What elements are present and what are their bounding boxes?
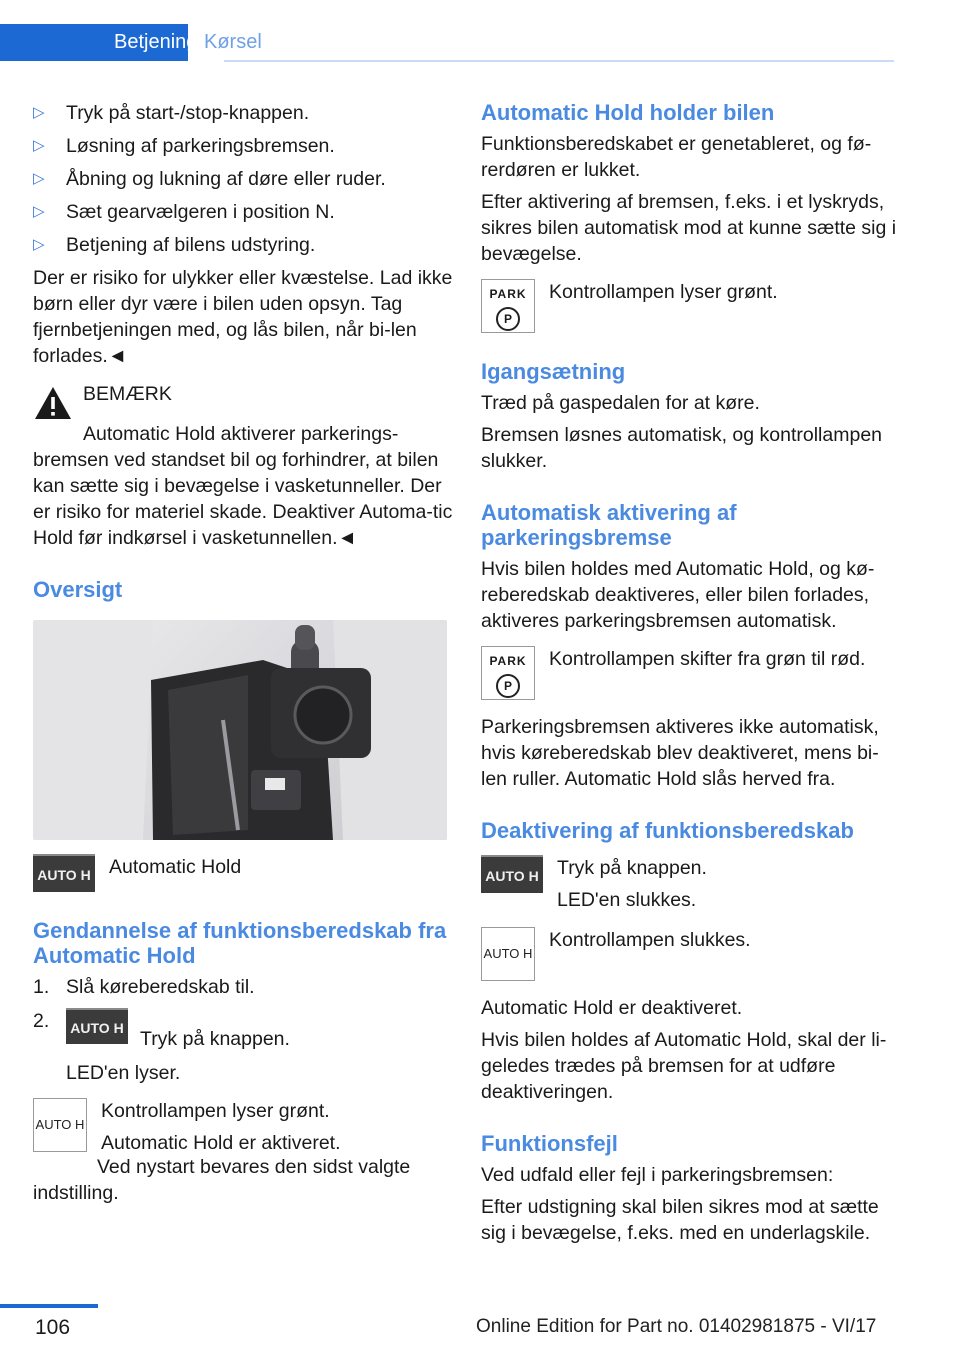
list-item <box>33 100 453 126</box>
list-item-text: Åbning og lukning af døre eller ruder. <box>66 168 386 190</box>
caption-auto-hold: Automatic Hold <box>109 856 242 878</box>
lamp-change-row <box>481 646 901 700</box>
page-number: 106 <box>35 1316 71 1339</box>
lamp-change-text: Kontrollampen skifter fra grøn til rød. <box>549 648 866 670</box>
list-item <box>33 166 453 192</box>
heading-fault: Funktionsfejl <box>481 1131 618 1156</box>
paragraph: Efter aktivering af bremsen, f.eks. i et lyskryds, sikres bilen automatisk mod at kunne sætte sig i bevægelse. <box>481 191 897 265</box>
step-number: 2. <box>33 1010 50 1032</box>
paragraph: Træd på gaspedalen for at køre. <box>481 392 760 414</box>
auto-h-button-icon: AUTO H <box>33 854 95 892</box>
park-label: PARK <box>489 654 527 668</box>
center-console-photo <box>33 620 447 840</box>
heading-holds: Automatic Hold holder bilen <box>481 100 775 125</box>
list-item-text: Betjening af bilens udstyring. <box>66 234 316 256</box>
lamp-green-row <box>481 279 901 333</box>
left-column <box>33 100 453 1212</box>
header-tabs <box>0 24 280 61</box>
heading-overview: Oversigt <box>33 577 123 602</box>
paragraph: Efter udstigning skal bilen sikres mod at sætte sig i bevægelse, f.eks. med en underlagskile. <box>481 1196 879 1244</box>
console-illustration <box>33 620 447 840</box>
lamp-off-row <box>481 927 901 981</box>
footer-accent-line <box>0 1304 98 1308</box>
paragraph: Funktionsberedskabet er genetableret, og fø-rerdøren er lukket. <box>481 133 872 181</box>
list-item <box>33 232 453 258</box>
edition-text: Online Edition for Part no. 01402981875 - VI/17 <box>476 1316 877 1337</box>
auto-h-indicator-icon: AUTO H <box>33 1098 87 1152</box>
lamp-green-text: Kontrollampen lyser grønt. <box>101 1100 330 1122</box>
auto-h-button-icon: AUTO H <box>481 855 543 893</box>
restart-text: Ved nystart bevares den sidst valgte indstilling. <box>33 1156 411 1204</box>
lamp-off-text: Kontrollampen slukkes. <box>549 929 751 951</box>
p-circle: P <box>496 307 520 331</box>
step-text: Tryk på knappen. <box>140 1028 290 1050</box>
list-item-text: Tryk på start-/stop-knappen. <box>66 102 310 124</box>
paragraph: Hvis bilen holdes med Automatic Hold, og kø-reberedskab deaktiveres, eller bilen forlades, aktiveres parkeringsbremsen automatisk. <box>481 558 875 632</box>
p-circle: P <box>496 674 520 698</box>
list-item-text: Løsning af parkeringsbremsen. <box>66 135 335 157</box>
note-block <box>33 381 453 421</box>
led-on-text: LED'en lyser. <box>66 1062 181 1084</box>
paragraph: Parkeringsbremsen aktiveres ikke automatisk, hvis køreberedskab blev deaktiveret, mens bi-len ruller. Automatic Hold slås herved fra. <box>481 716 879 790</box>
bullet-marker-icon: ▷ <box>33 170 45 187</box>
press-text: Tryk på knappen. <box>557 857 707 879</box>
note-title: BEMÆRK <box>83 383 172 405</box>
heading-deactivate: Deaktivering af funktionsberedskab <box>481 818 854 843</box>
warning-icon <box>33 385 73 421</box>
park-label: PARK <box>489 287 527 301</box>
list-item-text: Sæt gearvælgeren i position N. <box>66 201 335 223</box>
tab-betjening[interactable]: Betjening <box>0 24 188 61</box>
tab-korsel[interactable]: Kørsel <box>204 31 262 53</box>
step-text: Slå køreberedskab til. <box>66 976 255 998</box>
heading-restore: Gendannelse af funktionsberedskab fra Automatic Hold <box>33 918 447 968</box>
heading-auto-park: Automatisk aktivering af parkeringsbremse <box>481 500 737 550</box>
paragraph: Automatic Hold er deaktiveret. <box>481 997 743 1019</box>
park-indicator-icon <box>481 646 535 700</box>
park-indicator-icon <box>481 279 535 333</box>
lamp-green-row <box>33 1098 453 1156</box>
auto-h-button-icon: AUTO H <box>66 1008 128 1044</box>
press-button-row <box>481 855 901 913</box>
paragraph: Ved udfald eller fejl i parkeringsbremsen: <box>481 1164 834 1186</box>
step-number: 1. <box>33 976 50 998</box>
bullet-marker-icon: ▷ <box>33 203 45 220</box>
lamp-green-text: Kontrollampen lyser grønt. <box>549 281 778 303</box>
bullet-marker-icon: ▷ <box>33 236 45 253</box>
list-item <box>33 133 453 159</box>
heading-start: Igangsætning <box>481 359 626 384</box>
list-item <box>33 1008 453 1052</box>
risk-paragraph: Der er risiko for ulykker eller kvæstelse. Lad ikke børn eller dyr være i bilen uden opsyn. Tag fjernbetjeningen med, og lås bilen, når bi-len forlades.◄ <box>33 267 453 367</box>
auto-h-indicator-icon: AUTO H <box>481 927 535 981</box>
paragraph: Hvis bilen holdes af Automatic Hold, skal der li-geledes trædes på bremsen for at udføre deaktiveringen. <box>481 1029 887 1103</box>
led-off-text: LED'en slukkes. <box>557 889 697 911</box>
activated-text: Automatic Hold er aktiveret. <box>101 1132 341 1154</box>
auto-hold-caption-row <box>33 854 453 892</box>
right-column <box>481 100 901 1252</box>
list-item <box>33 974 453 1000</box>
bullet-marker-icon: ▷ <box>33 137 45 154</box>
paragraph: Bremsen løsnes automatisk, og kontrollampen slukker. <box>481 424 883 472</box>
list-item <box>33 199 453 225</box>
tab-underline <box>224 60 894 62</box>
bullet-marker-icon: ▷ <box>33 104 45 121</box>
note-text: Automatic Hold aktiverer parkerings-bremsen ved standset bil og forhindrer, at bilen kan sætte sig i bevægelse i vasketunneller. Der er risiko for materiel skade. Deaktiver Automa-tic Hold før indkørsel i vasketunnellen.◄ <box>33 423 453 549</box>
